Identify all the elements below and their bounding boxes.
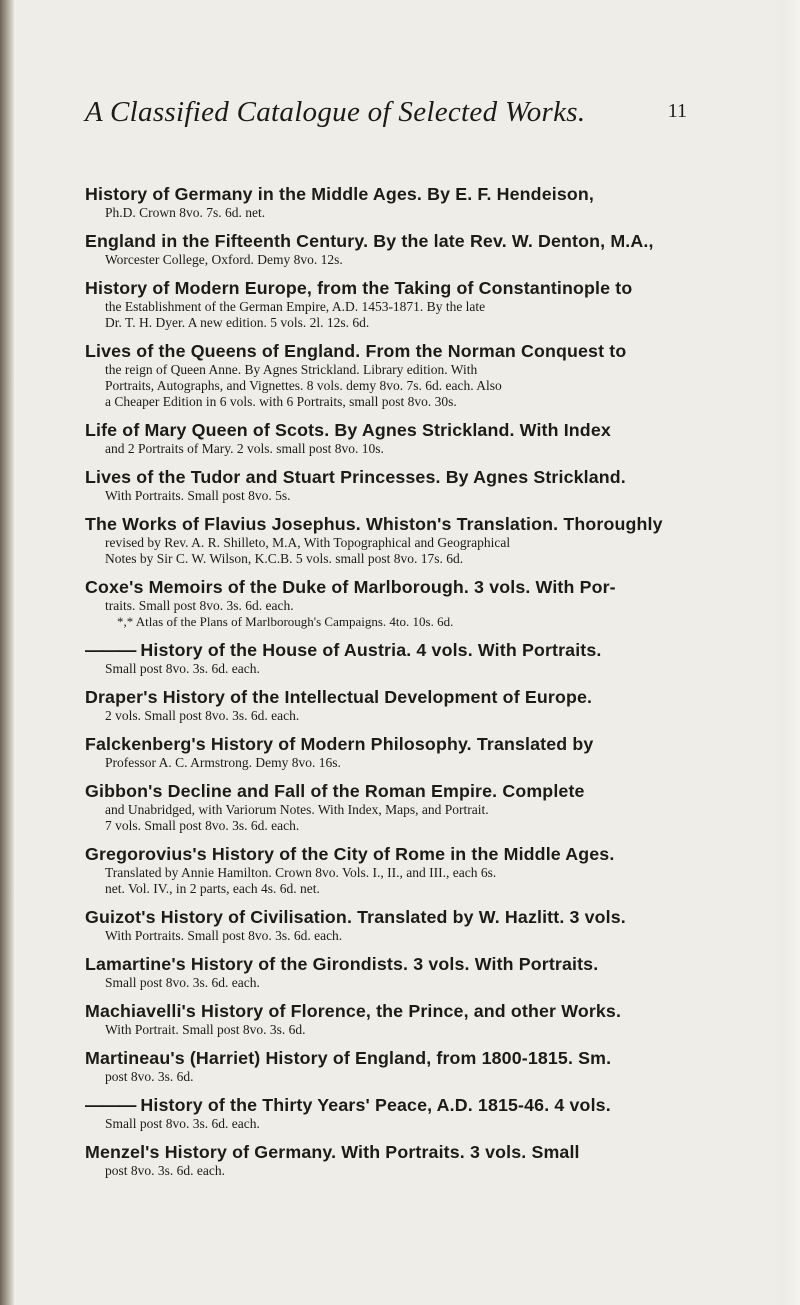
catalogue-entry — [85, 1001, 685, 1038]
entry-detail-line: Dr. T. H. Dyer. A new edition. 5 vols. 2l. 12s. 6d. — [105, 315, 370, 330]
entry-title-text: History of the House of Austria. 4 vols. With Portraits. — [135, 640, 602, 660]
entry-heading — [85, 1001, 685, 1022]
entry-detail-line: Ph.D. Crown 8vo. 7s. 6d. net. — [105, 205, 266, 220]
catalogue-entry — [85, 184, 685, 221]
catalogue-entry — [85, 420, 685, 457]
entry-heading — [85, 1142, 685, 1163]
entry-detail-line: post 8vo. 3s. 6d. — [105, 1069, 194, 1084]
book-spine-shadow — [0, 0, 14, 1305]
entry-detail-line: Worcester College, Oxford. Demy 8vo. 12s. — [105, 252, 343, 267]
entry-detail-line: traits. Small post 8vo. 3s. 6d. each. — [105, 598, 294, 613]
catalogue-entry — [85, 467, 685, 504]
entry-atlas-note: *,* Atlas of the Plans of Marlborough's Campaigns. 4to. 10s. 6d. — [117, 614, 454, 629]
catalogue-entries — [85, 184, 685, 1189]
entry-title-text: Coxe's Memoirs of the Duke of Marlborough. 3 vols. With Por- — [85, 577, 616, 597]
entry-heading — [85, 184, 685, 205]
entry-heading — [85, 781, 685, 802]
entry-detail-line: and 2 Portraits of Mary. 2 vols. small post 8vo. 10s. — [105, 441, 384, 456]
page-edge — [774, 0, 800, 1305]
entry-title-text: England in the Fifteenth Century. By the late Rev. W. Denton, M.A., — [85, 231, 654, 251]
entry-heading — [85, 640, 685, 661]
entry-detail-line: Translated by Annie Hamilton. Crown 8vo. Vols. I., II., and III., each 6s. — [105, 865, 497, 880]
entry-title-text: Falckenberg's History of Modern Philosophy. Translated by — [85, 734, 594, 754]
entry-title-text: Life of Mary Queen of Scots. By Agnes Strickland. With Index — [85, 420, 611, 440]
entry-title-text: Lives of the Tudor and Stuart Princesses. By Agnes Strickland. — [85, 467, 626, 487]
catalogue-entry — [85, 1048, 685, 1085]
entry-detail-line: post 8vo. 3s. 6d. each. — [105, 1163, 225, 1178]
entry-title-text: Gregorovius's History of the City of Rome in the Middle Ages. — [85, 844, 615, 864]
entry-title-text: Draper's History of the Intellectual Development of Europe. — [85, 687, 593, 707]
catalogue-entry — [85, 577, 685, 630]
entry-detail-line: Notes by Sir C. W. Wilson, K.C.B. 5 vols. small post 8vo. 17s. 6d. — [105, 551, 464, 566]
entry-title-text: Menzel's History of Germany. With Portraits. 3 vols. Small — [85, 1142, 580, 1162]
entry-heading — [85, 278, 685, 299]
entry-heading — [85, 1095, 685, 1116]
entry-detail-line: 7 vols. Small post 8vo. 3s. 6d. each. — [105, 818, 300, 833]
page-title: A Classified Catalogue of Selected Works. — [85, 96, 586, 128]
entry-detail-line: Small post 8vo. 3s. 6d. each. — [105, 975, 260, 990]
entry-heading — [85, 577, 685, 598]
entry-title-text: Guizot's History of Civilisation. Translated by W. Hazlitt. 3 vols. — [85, 907, 626, 927]
entry-title-text: History of Modern Europe, from the Taking of Constantinople to — [85, 278, 633, 298]
entry-detail-line: With Portraits. Small post 8vo. 5s. — [105, 488, 291, 503]
entry-detail-line: net. Vol. IV., in 2 parts, each 4s. 6d. net. — [105, 881, 320, 896]
entry-heading — [85, 514, 685, 535]
entry-detail-line: and Unabridged, with Variorum Notes. With Index, Maps, and Portrait. — [105, 802, 489, 817]
catalogue-entry — [85, 734, 685, 771]
entry-detail-line: a Cheaper Edition in 6 vols. with 6 Portraits, small post 8vo. 30s. — [105, 394, 457, 409]
entry-detail-line: Portraits, Autographs, and Vignettes. 8 vols. demy 8vo. 7s. 6d. each. Also — [105, 378, 502, 393]
entry-heading — [85, 1048, 685, 1069]
catalogue-entry — [85, 687, 685, 724]
catalogue-entry — [85, 231, 685, 268]
entry-heading — [85, 954, 685, 975]
entry-heading — [85, 907, 685, 928]
catalogue-entry — [85, 278, 685, 331]
entry-detail-line: the reign of Queen Anne. By Agnes Strickland. Library edition. With — [105, 362, 478, 377]
ditto-dash: ——— — [85, 640, 136, 660]
entry-detail-line: Small post 8vo. 3s. 6d. each. — [105, 1116, 260, 1131]
catalogue-entry — [85, 1095, 685, 1132]
entry-detail-line: Small post 8vo. 3s. 6d. each. — [105, 661, 260, 676]
entry-title-text: History of the Thirty Years' Peace, A.D. 1815-46. 4 vols. — [135, 1095, 611, 1115]
catalogue-entry — [85, 640, 685, 677]
entry-title-text: The Works of Flavius Josephus. Whiston's Translation. Thoroughly — [85, 514, 663, 534]
entry-heading — [85, 734, 685, 755]
entry-heading — [85, 231, 685, 252]
entry-title-text: Martineau's (Harriet) History of England, from 1800-1815. Sm. — [85, 1048, 612, 1068]
catalogue-entry — [85, 341, 685, 410]
entry-title-text: History of Germany in the Middle Ages. By E. F. Hendeison, — [85, 184, 594, 204]
entry-heading — [85, 467, 685, 488]
entry-title-text: Machiavelli's History of Florence, the Prince, and other Works. — [85, 1001, 622, 1021]
page-number: 11 — [667, 100, 687, 122]
catalogue-entry — [85, 844, 685, 897]
entry-detail-line: With Portrait. Small post 8vo. 3s. 6d. — [105, 1022, 306, 1037]
catalogue-entry — [85, 514, 685, 567]
entry-detail-line: the Establishment of the German Empire, A.D. 1453-1871. By the late — [105, 299, 486, 314]
entry-detail-line: revised by Rev. A. R. Shilleto, M.A, With Topographical and Geographical — [105, 535, 511, 550]
catalogue-entry — [85, 954, 685, 991]
entry-detail-line: With Portraits. Small post 8vo. 3s. 6d. each. — [105, 928, 343, 943]
entry-heading — [85, 341, 685, 362]
entry-heading — [85, 687, 685, 708]
entry-heading — [85, 844, 685, 865]
entry-title-text: Lives of the Queens of England. From the Norman Conquest to — [85, 341, 627, 361]
entry-heading — [85, 420, 685, 441]
running-header — [85, 96, 685, 136]
catalogue-entry — [85, 1142, 685, 1179]
catalogue-entry — [85, 907, 685, 944]
entry-title-text: Lamartine's History of the Girondists. 3 vols. With Portraits. — [85, 954, 599, 974]
ditto-dash: ——— — [85, 1095, 136, 1115]
entry-title-text: Gibbon's Decline and Fall of the Roman Empire. Complete — [85, 781, 585, 801]
catalogue-entry — [85, 781, 685, 834]
entry-detail-line: Professor A. C. Armstrong. Demy 8vo. 16s. — [105, 755, 341, 770]
entry-detail-line: 2 vols. Small post 8vo. 3s. 6d. each. — [105, 708, 300, 723]
